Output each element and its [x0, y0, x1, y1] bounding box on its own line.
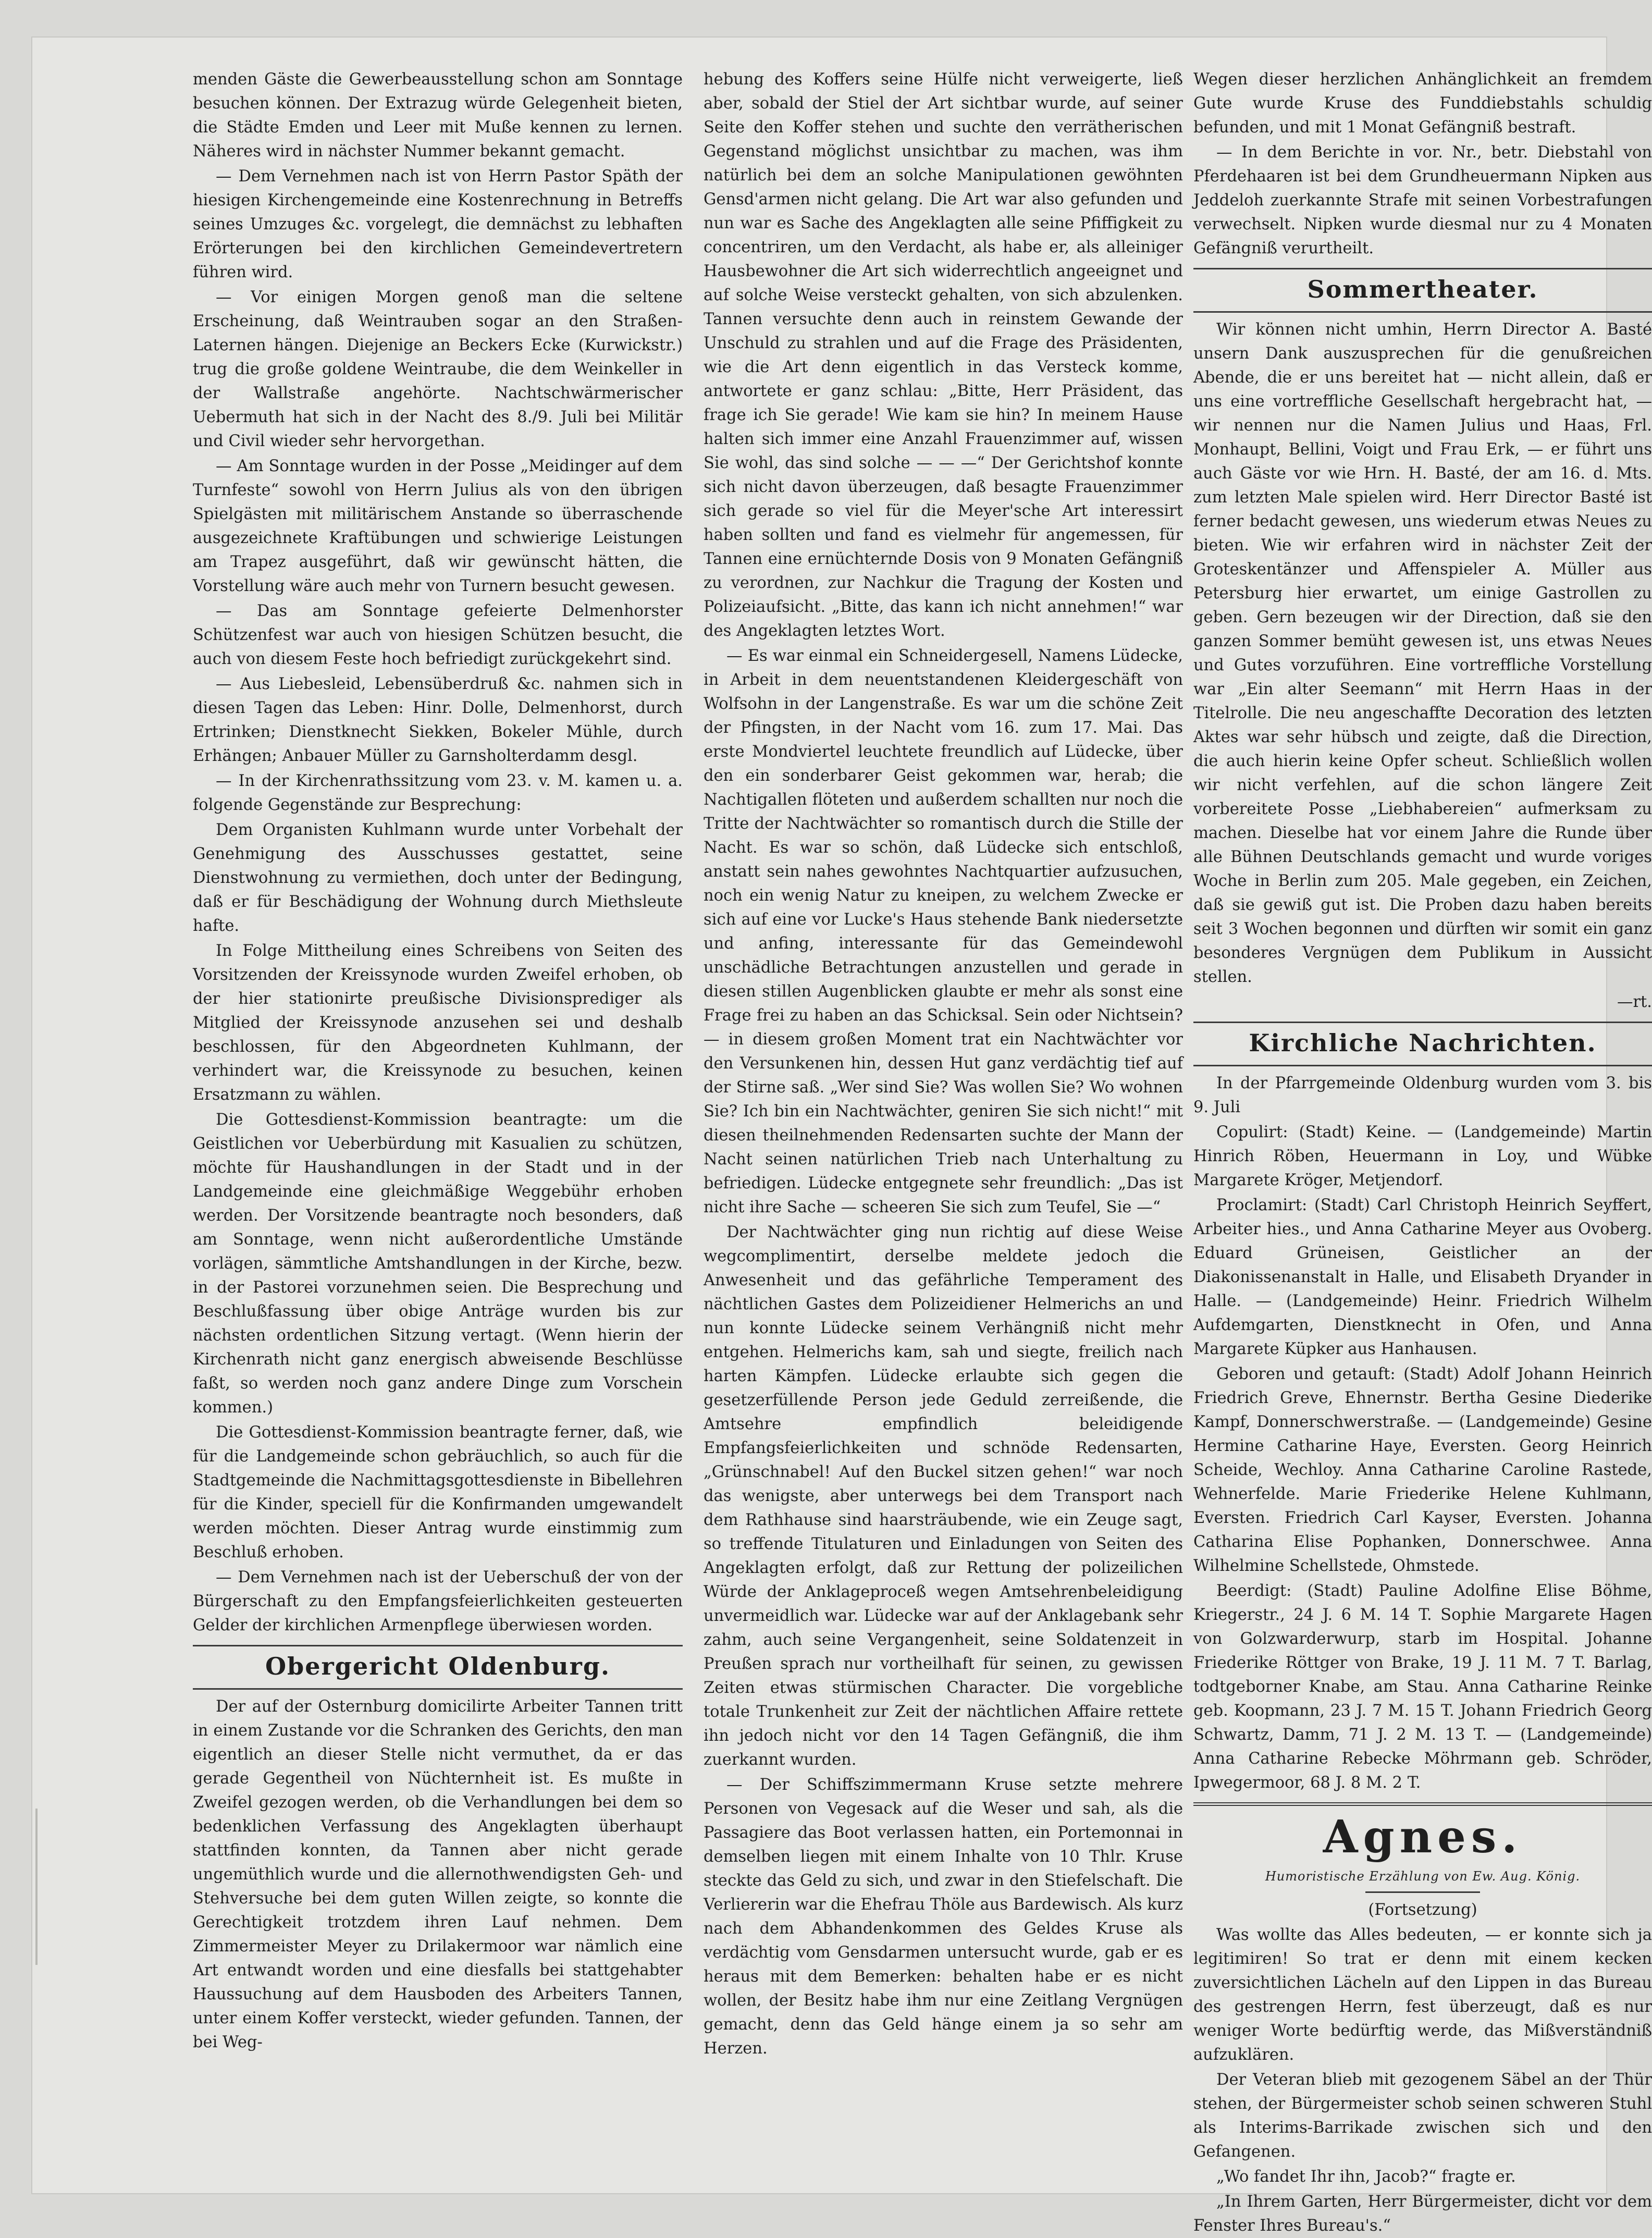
- section-heading-obergericht: Obergericht Oldenburg.: [265, 1652, 611, 1680]
- paragraph: Wegen dieser herzlichen Anhänglichkeit an fremdem Gute wurde Kruse des Funddiebstahls schuldig befunden, und mit 1 Monat Gefängniß bestraft.: [1193, 70, 1652, 137]
- paragraph: — Am Sonntage wurden in der Posse „Meidinger auf dem Turnfeste“ sowohl von Herrn Julius als von den übrigen Spielgästen mit militärischem Anstande so überraschende ausgezeichnete Kraftübungen und schwierige Leistungen am Trapez ausgeführt, daß wir gewünscht hätten, die Vorstellung wäre auch mehr von Turnern besucht gewesen.: [193, 457, 683, 595]
- column-1: [193, 68, 683, 2173]
- section-heading-sommertheater: Sommertheater.: [1307, 275, 1538, 303]
- paragraph: — Dem Vernehmen nach ist der Ueberschuß der von der Bürgerschaft zu den Empfangsfeierlichkeiten gesteuerten Gelder der kirchlichen Armenpflege überwiesen worden.: [193, 1568, 683, 1634]
- section-divider: [193, 1688, 683, 1690]
- paragraph: Was wollte das Alles bedeuten, — er konnte sich ja legitimiren! So trat er denn mit einem kecken zuversichtlichen Lächeln auf den Lippen in das Bureau des gestrengen Herrn, fest überzeugt, daß es nur weniger Worte bedürftig werde, das Mißverständniß aufzuklären.: [1193, 1926, 1652, 2064]
- paragraph: Geboren und getauft: (Stadt) Adolf Johann Heinrich Friedrich Greve, Ehnernstr. Bertha Gesine Diederike Kampf, Donnerschwerstraße. — (Landgemeinde) Gesine Hermine Catharine Haye, Eversten. Georg Heinrich Scheide, Wechloy. Anna Catharine Caroline Rastede, Wehnerfelde. Marie Friederike Helene Kuhlmann, Eversten. Friedrich Carl Kayser, Eversten. Johanna Catharina Elise Pophanken, Donnerschwee. Anna Wilhelmine Schellstede, Ohmstede.: [1193, 1365, 1652, 1575]
- paragraph: — Es war einmal ein Schneidergesell, Namens Lüdecke, in Arbeit in dem neuentstandenen Kleidergeschäft von Wolfsohn in der Langenstraße. Es war um die schöne Zeit der Pfingsten, in der Nacht vom 16. zum 17. Mai. Das erste Mondviertel leuchtete freundlich auf Lüdecke, über den ein sonderbarer Geist gekommen war, herab; die Nachtigallen flöteten und außerdem schallten nur noch die Tritte der Nachtwächter so romantisch durch die Stille der Nacht. Es war so schön, daß Lüdecke sich entschloß, anstatt sein nahes gewohntes Nachtquartier aufzusuchen, noch ein wenig Natur zu kneipen, zu welchem Zwecke er sich auf eine vor Lucke's Haus stehende Bank niedersetzte und anfing, interessante für das Gemeindewohl unschädliche Betrachtungen anzustellen und gerade in diesen stillen Augenblicken glaubte er mehr als sonst eine Frage frei zu haben an das Schicksal. Sein oder Nichtsein? — in diesem großen Moment trat ein Nachtwächter vor den Versunkenen hin, dessen Hut ganz verdächtig tief auf der Stirne saß. „Wer sind Sie? Was wollen Sie? Wo wohnen Sie? Ich bin ein Nachtwächter, geniren Sie sich nicht!“ mit diesen theilnehmenden Redensarten suchte der Mann der Nacht seinen natürlichen Trieb nach Unterhaltung zu befriedigen. Lüdecke entgegnete sehr freundlich: „Das ist nicht ihre Sache — scheeren Sie sich zum Teufel, Sie —“: [704, 647, 1183, 1216]
- paragraph: „Wo fandet Ihr ihn, Jacob?“ fragte er.: [1216, 2168, 1516, 2186]
- section-heading-kirchliche-nachrichten: Kirchliche Nachrichten.: [1249, 1029, 1597, 1057]
- newspaper-page: [31, 36, 1652, 2235]
- story-title: Agnes.: [1323, 1811, 1523, 1863]
- page-margin-shadow: [35, 1809, 58, 1965]
- paragraph: In Folge Mittheilung eines Schreibens von Seiten des Vorsitzenden der Kreissynode wurden Zweifel erhoben, ob der hier stationirte preußische Divisionsprediger als Mitglied der Kreissynode anzusehen sei und deshalb beschlossen, für den Abgeordneten Kuhlmann, der verhindert war, die Kreissynode zu besuchen, keinen Ersatzmann zu wählen.: [193, 942, 683, 1104]
- paragraph: — Aus Liebesleid, Lebensüberdruß &c. nahmen sich in diesen Tagen das Leben: Hinr. Dolle, Delmenhorst, durch Ertrinken; Dienstknecht Siekken, Bokeler Mühle, durch Erhängen; Anbauer Müller zu Garnsholterdamm desgl.: [193, 675, 683, 765]
- paragraph: In der Pfarrgemeinde Oldenburg wurden vom 3. bis 9. Juli: [1193, 1074, 1652, 1116]
- section-divider: [1193, 1022, 1652, 1023]
- section-divider: [1193, 268, 1652, 269]
- paragraph: Der Nachtwächter ging nun richtig auf diese Weise wegcomplimentirt, derselbe meldete jedoch die Anwesenheit und das gefährliche Temperament des nächtlichen Gastes dem Polizeidiener Helmerichs an und nun konnte Lüdecke seinem Verhängniß nicht mehr entgehen. Helmerichs kam, sah und siegte, freilich nach harten Kämpfen. Lüdecke erlaubte sich gegen die gesetzerfüllende Person jede Geduld zerreißende, die Amtsehre empfindlich beleidigende Empfangsfeierlichkeiten und schnöde Redensarten, „Grünschnabel! Auf den Buckel sitzen gehen!“ war noch das wenigste, aber unterwegs bei dem Transport nach dem Rathhause sind haarsträubende, wie ein Zeuge sagt, so treffende Titulaturen und Einladungen von Seiten des Angeklagten erfolgt, daß zur Rettung der polizeilichen Würde der Anklageproceß wegen Amtsehrenbeleidigung unvermeidlich war. Lüdecke war auf der Anklagebank sehr zahm, auch seine Vergangenheit, seine Soldatenzeit in Preußen sprach nur vortheilhaft für seinen, zu gewissen Zeiten etwas stürmischen Character. Die vorgebliche totale Trunkenheit zur Zeit der nächtlichen Affaire rettete ihn jedoch nicht vor den 14 Tagen Gefängniß, die ihm zuerkannt wurden.: [704, 1223, 1183, 1769]
- column-2: [704, 68, 1183, 2173]
- paragraph: Beerdigt: (Stadt) Pauline Adolfine Elise Böhme, Kriegerstr., 24 J. 6 M. 14 T. Sophie Margarete Hagen von Golzwarderwurp, starb im Hospital. Johanne Friederike Röttger von Brake, 19 J. 11 M. 7 T. Barlag, todtgeborner Knabe, am Stau. Anna Catharine Reinke geb. Koopmann, 23 J. 7 M. 15 T. Johann Friedrich Georg Schwartz, Damm, 71 J. 2 M. 13 T. — (Landgemeinde) Anna Catharine Rebecke Möhrmann geb. Schröder, Ipwegermoor, 68 J. 8 M. 2 T.: [1193, 1582, 1652, 1792]
- paragraph: — Der Schiffszimmermann Kruse setzte mehrere Personen von Vegesack auf die Weser und sah, als die Passagiere das Boot verlassen hatten, ein Portemonnai in demselben liegen mit einem Inhalte von 10 Thlr. Kruse steckte das Geld zu sich, und zwar in den Stiefelschaft. Die Verliererin war die Ehefrau Thöle aus Bardewisch. Als kurz nach dem Abhandenkommen des Geldes Kruse als verdächtig vom Gensdarmen untersucht wurde, gab er es heraus mit dem Bemerken: behalten habe er es nicht wollen, der Besitz habe ihm nur eine Zeitlang Vergnügen gemacht, denn das Geld hänge einem ja so sehr am Herzen.: [704, 1776, 1183, 2058]
- paragraph: Dem Organisten Kuhlmann wurde unter Vorbehalt der Genehmigung des Ausschusses gestattet, seine Dienstwohnung zu vermiethen, doch unter der Bedingung, daß er für Beschädigung der Wohnung durch Miethsleute hafte.: [193, 821, 683, 935]
- paragraph: — Vor einigen Morgen genoß man die seltene Erscheinung, daß Weintrauben sogar an den Straßen-Laternen hängen. Diejenige an Beckers Ecke (Kurwickstr.) trug die große goldene Weintraube, die dem Weinkeller in der Wallstraße angehörte. Nachtschwärmerischer Uebermuth hat sich in der Nacht des 8./9. Juli bei Militär und Civil wieder sehr hervorgethan.: [193, 288, 683, 450]
- paragraph: — Das am Sonntage gefeierte Delmenhorster Schützenfest war auch von hiesigen Schützen besucht, die auch von diesem Feste hoch befriedigt zurückgekehrt sind.: [193, 602, 683, 668]
- paragraph: Copulirt: (Stadt) Keine. — (Landgemeinde) Martin Hinrich Röben, Heuermann in Loy, und Wübke Margarete Kröger, Metjendorf.: [1193, 1123, 1652, 1189]
- section-divider: [193, 1645, 683, 1646]
- paragraph: Der auf der Osternburg domicilirte Arbeiter Tannen tritt in einem Zustande vor die Schranken des Gerichts, den man eigentlich an dieser Stelle nicht vermuthet, da er das gerade Gegentheil von Nüchternheit ist. Es mußte in Zweifel gezogen werden, ob die Verhandlungen bei dem so bedenklichen Verfassung des Angeklagten überhaupt stattfinden konnten, da Tannen aber nicht gerade ungemüthlich wurde und die allernothwendigsten Geh- und Stehversuche bei dem guten Willen zeigte, so konnte die Gerechtigkeit trotzdem ihren Lauf nehmen. Dem Zimmermeister Meyer zu Drilakermoor war nämlich eine Art entwandt worden und eine diesfalls bei stattgehabter Haussuchung auf dem Hausboden des Arbeiters Tannen, unter einem Koffer versteckt, wieder gefunden. Tannen, der bei Weg-: [193, 1698, 683, 2051]
- paragraph: Wir können nicht umhin, Herrn Director A. Basté unsern Dank auszusprechen für die genußreichen Abende, die er uns bereitet hat — nicht allein, daß er uns eine vortreffliche Gesellschaft hergebracht hat, — wir nennen nur die Namen Julius und Haas, Frl. Monhaupt, Bellini, Voigt und Frau Erk, — er führt uns auch Gäste vor wie Hrn. H. Basté, der am 16. d. Mts. zum letzten Male spielen wird. Herr Director Basté ist ferner bedacht gewesen, uns wiederum etwas Neues zu bieten. Wie wir erfahren wird in nächster Zeit der Groteskentänzer und Affenspieler A. Müller aus Petersburg hier erwartet, um einige Gastrollen zu geben. Gern bezeugen wir der Direction, daß sie den ganzen Sommer bemüht gewesen ist, uns etwas Neues und Gutes vorzuführen. Eine vortreffliche Vorstellung war „Ein alter Seemann“ mit Herrn Haas in der Titelrolle. Die neu angeschaffte Decoration des letzten Aktes war sehr hübsch und zeigte, daß die Direction, die auch hierin keine Opfer scheut. Schließlich wollen wir nicht verfehlen, auf die schon längere Zeit vorbereitete Posse „Liebhabereien“ aufmerksam zu machen. Dieselbe hat vor einem Jahre die Runde über alle Bühnen Deutschlands gemacht und wurde voriges Woche in Berlin zum 205. Male gegeben, ein Zeichen, daß sie gewiß gut ist. Die Proben dazu haben bereits seit 3 Wochen begonnen und dürften wir somit ein ganz besonderes Vergnügen dem Publikum in Aussicht stellen.: [1193, 321, 1652, 986]
- continuation-note: (Fortsetzung): [1368, 1901, 1477, 1919]
- paragraph: — Dem Vernehmen nach ist von Herrn Pastor Späth der hiesigen Kirchengemeinde eine Kostenrechnung in Betreffs seines Umzuges &c. vorgelegt, die demnächst zu lebhaften Erörterungen bei den kirchlichen Gemeindevertretern führen wird.: [193, 167, 683, 281]
- section-divider: [1193, 1802, 1652, 1806]
- paragraph: — In dem Berichte in vor. Nr., betr. Diebstahl von Pferdehaaren ist bei dem Grundheuermann Nipken aus Jeddeloh zuerkannte Strafe mit seinen Vorbestrafungen verwechselt. Nipken wurde diesmal nur zu 4 Monaten Gefängniß verurtheilt.: [1193, 143, 1652, 257]
- paragraph: — In der Kirchenrathssitzung vom 23. v. M. kamen u. a. folgende Gegenstände zur Besprechung:: [193, 772, 683, 814]
- paragraph: Die Gottesdienst-Kommission beantragte: um die Geistlichen vor Ueberbürdung mit Kasualien zu schützen, möchte für Haushandlungen in der Stadt und in der Landgemeinde eine gleichmäßige Weggebühr erhoben werden. Der Vorsitzende beantragte noch besonders, daß am Sonntage, wenn nicht außerordentliche Umstände vorlägen, sämmtliche Amtshandlungen in der Kirche, bezw. in der Pastorei vorzunehmen seien. Die Besprechung und Beschlußfassung über obige Anträge wurden bis zur nächsten ordentlichen Sitzung vertagt. (Wenn hierin der Kirchenrath nicht ganz energisch abweisende Beschlüsse faßt, so werden noch ganz andere Dinge zum Vorschein kommen.): [193, 1111, 683, 1417]
- paragraph: menden Gäste die Gewerbeausstellung schon am Sonntage besuchen können. Der Extrazug würde Gelegenheit bieten, die Städte Emden und Leer mit Muße kennen zu lernen. Näheres wird in nächster Nummer bekannt gemacht.: [193, 70, 683, 161]
- paragraph: Proclamirt: (Stadt) Carl Christoph Heinrich Seyffert, Arbeiter hies., und Anna Catharine Meyer aus Ovoberg. Eduard Grüneisen, Geistlicher an der Diakonissenanstalt in Halle, und Elisabeth Dryander in Halle. — (Landgemeinde) Heinr. Friedrich Wilhelm Aufdemgarten, Dienstknecht in Ofen, und Anna Margarete Küpker aus Hanhausen.: [1193, 1196, 1652, 1358]
- column-3: [1193, 68, 1652, 2235]
- paragraph: Die Gottesdienst-Kommission beantragte ferner, daß, wie für die Landgemeinde schon gebräuchlich, so auch für die Stadtgemeinde die Nachmittagsgottesdienste in Bibellehren für die Kinder, speciell für die Konfirmanden umgewandelt werden möchten. Dieser Antrag wurde einstimmig zum Beschluß erhoben.: [193, 1423, 683, 1561]
- section-divider: [1193, 1065, 1652, 1066]
- short-divider: [1365, 1891, 1480, 1893]
- paragraph: Der Veteran blieb mit gezogenem Säbel an der Thür stehen, der Bürgermeister schob seinen schweren Stuhl als Interims-Barrikade zwischen sich und den Gefangenen.: [1193, 2071, 1652, 2161]
- paragraph: „In Ihrem Garten, Herr Bürgermeister, dicht vor dem Fenster Ihres Bureau's.“: [1193, 2193, 1652, 2235]
- paragraph: hebung des Koffers seine Hülfe nicht verweigerte, ließ aber, sobald der Stiel der Art sichtbar wurde, auf seiner Seite den Koffer stehen und suchte den verrätherischen Gegenstand möglichst unsichtbar zu machen, was ihm natürlich bei dem an solche Manipulationen gewöhnten Gensd'armen nicht gelang. Die Art war also gefunden und nun war es Sache des Angeklagten alle seine Pfiffigkeit zu concentriren, um den Verdacht, als habe er, als alleiniger Hausbewohner die Art sich widerrechtlich angeeignet und auf solche Weise versteckt gehalten, von sich abzulenken. Tannen versuchte denn auch in reinstem Gewande der Unschuld zu strahlen und auf die Frage des Präsidenten, wie die Art denn eigentlich in das Versteck komme, antwortete er ganz schlau: „Bitte, Herr Präsident, das frage ich Sie gerade! Wie kam sie hin? In meinem Hause halten sich immer eine Anzahl Frauenzimmer auf, wissen Sie wohl, das sind solche — — —“ Der Gerichtshof konnte sich nicht davon überzeugen, daß besagte Frauenzimmer sich gerade so viel für die Meyer'sche Art interessirt haben sollten und fand es vielmehr für angemessen, für Tannen eine ernüchternde Dosis von 9 Monaten Gefängniß zu verordnen, zur Nachkur die Tragung der Kosten und Polizeiaufsicht. „Bitte, das kann ich nicht annehmen!“ war des Angeklagten letztes Wort.: [704, 70, 1183, 640]
- section-divider: [1193, 311, 1652, 313]
- author-signature: —rt.: [1617, 993, 1652, 1011]
- story-subtitle: Humoristische Erzählung von Ew. Aug. König.: [1265, 1869, 1581, 1884]
